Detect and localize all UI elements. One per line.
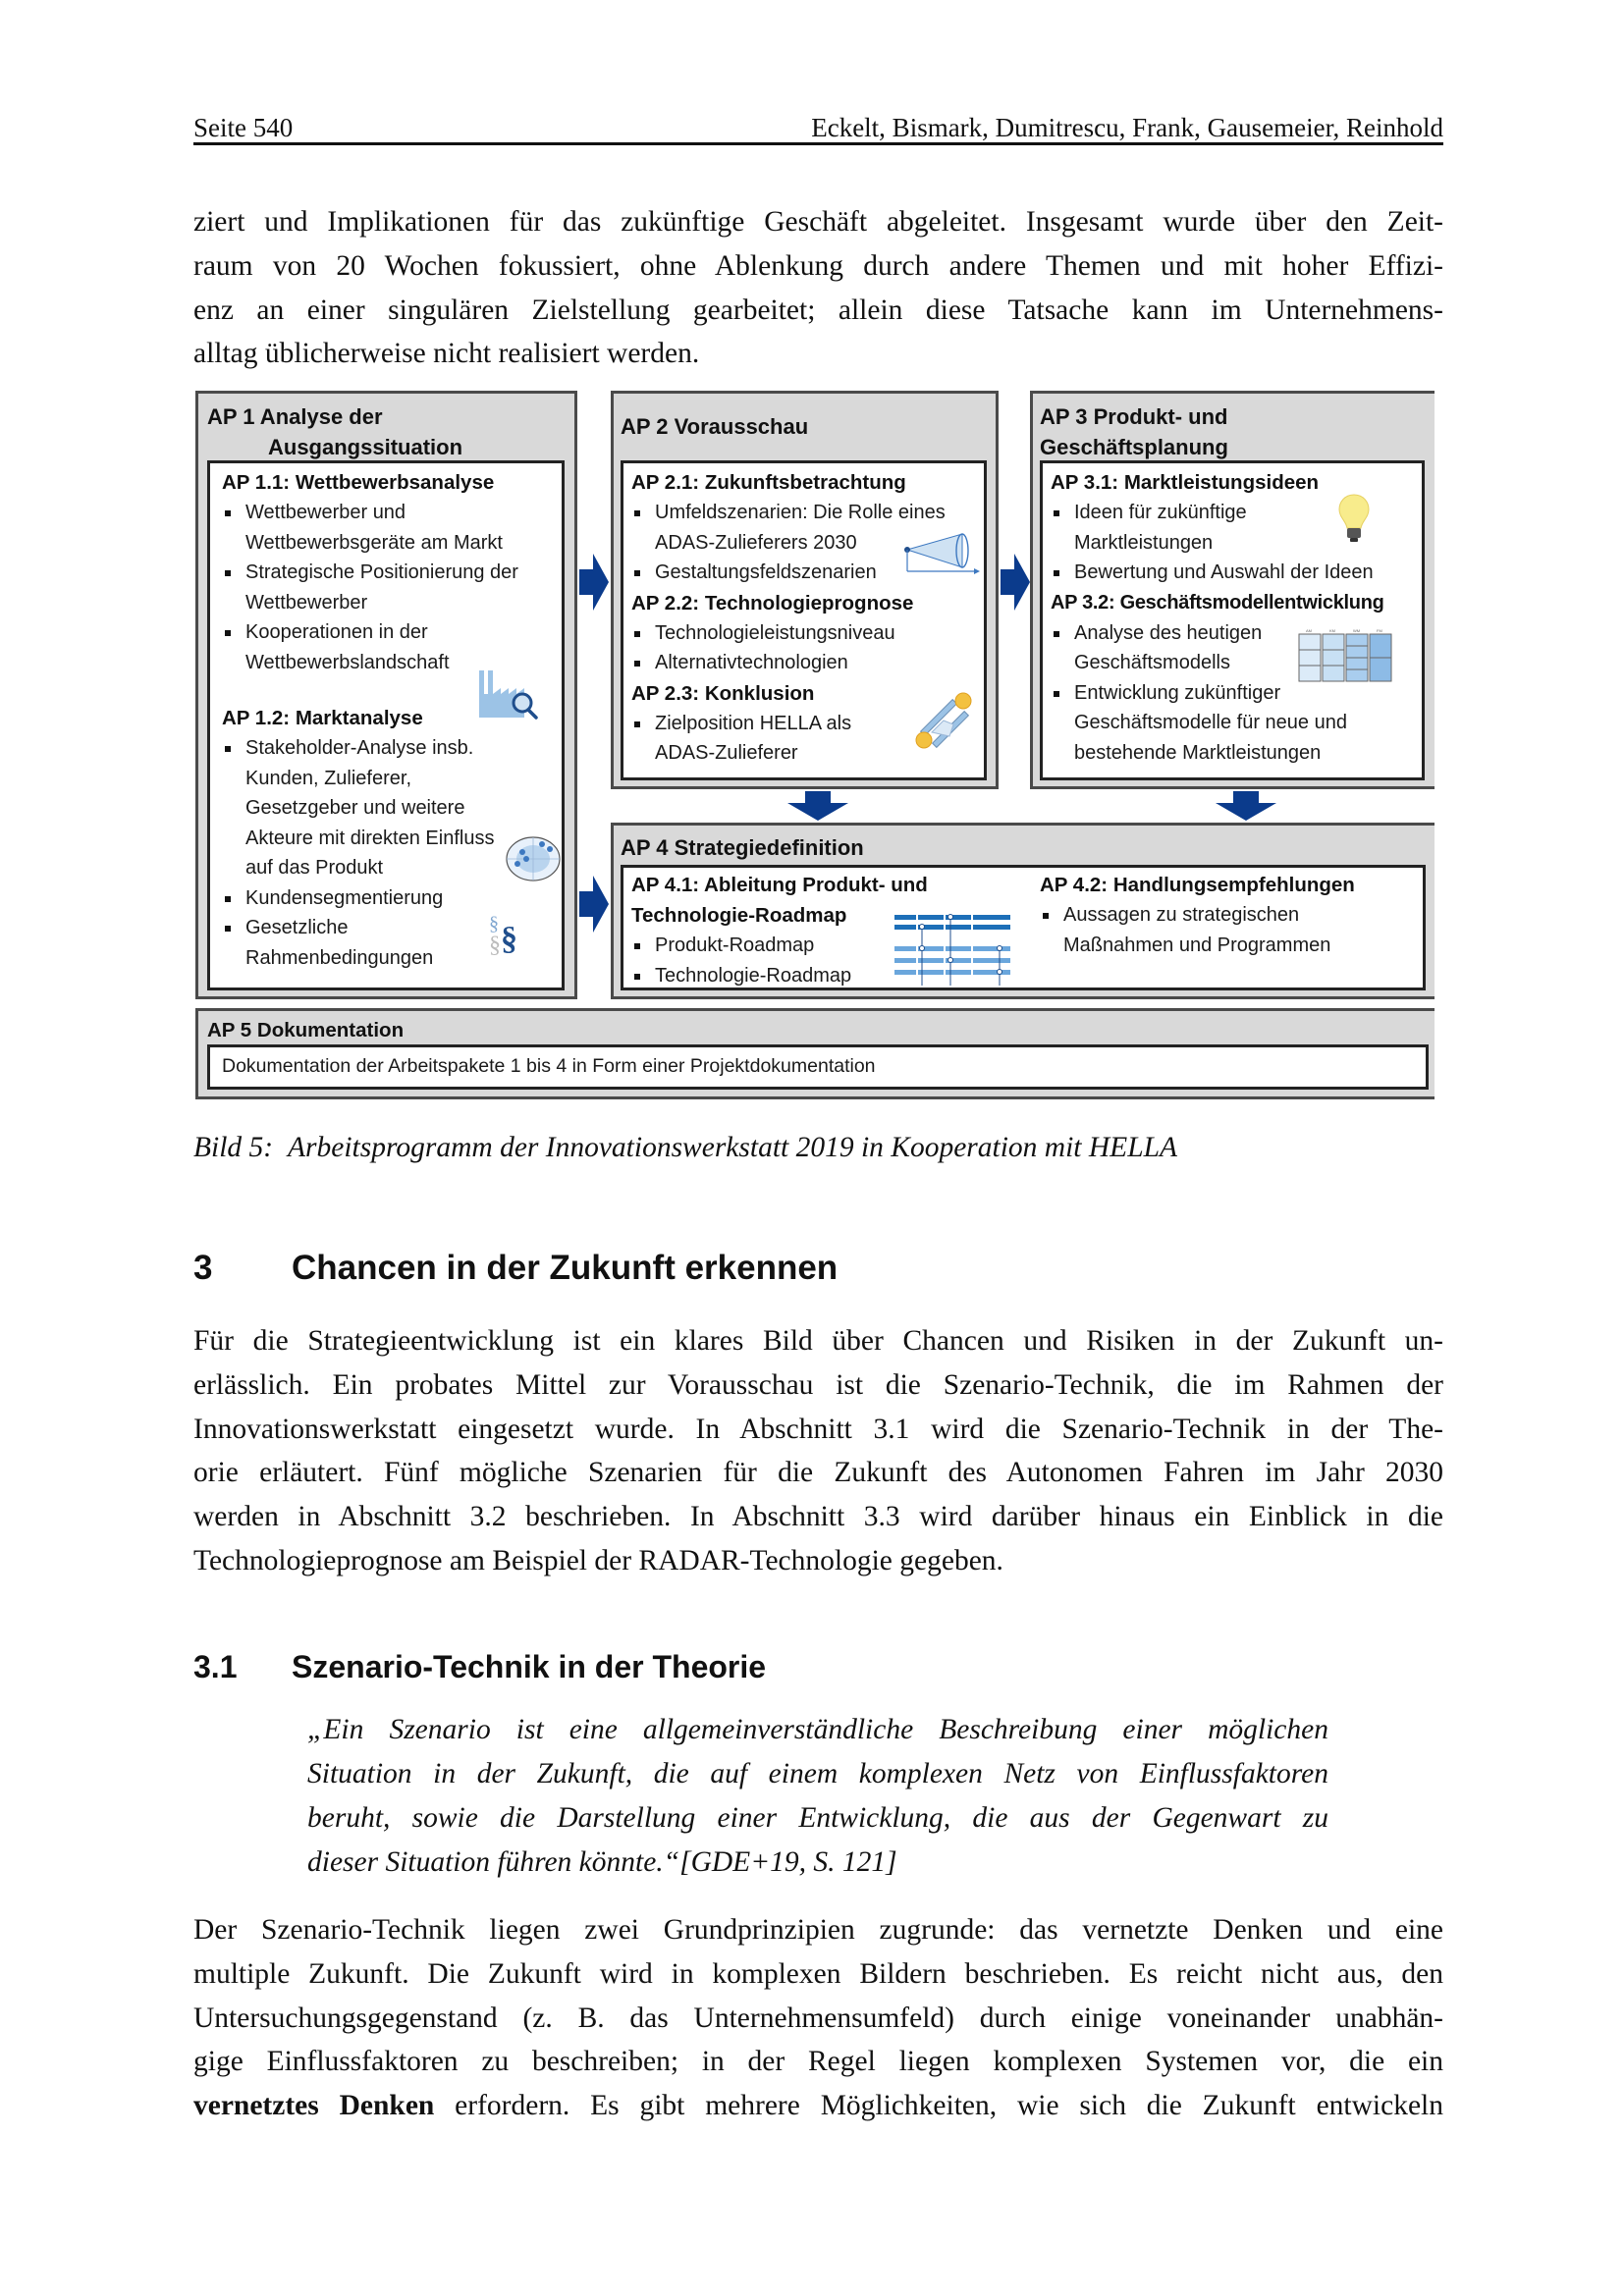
text-line: ziert und Implikationen für das zukünftige Geschäft abgeleitet. Insgesamt wurde über den Zeit-: [193, 206, 1443, 238]
ap3-title-line2: Geschäftsplanung: [1040, 435, 1228, 459]
ap3-2-title: AP 3.2: Geschäftsmodellentwicklung: [1051, 591, 1384, 614]
caption-text: Arbeitsprogramm der Innovationswerkstatt 2019 in Kooperation mit HELLA: [288, 1132, 1178, 1163]
quote-line: beruht, sowie die Darstellung einer Entwicklung, die aus der Gegenwart zu: [307, 1802, 1328, 1834]
text-line: Innovationswerkstatt eingesetzt wurde. In Abschnitt 3.1 wird die Szenario-Technik in der The-: [193, 1413, 1443, 1445]
subsection-title: Szenario-Technik in der Theorie: [292, 1649, 767, 1684]
list-item: Umfeldszenarien: Die Rolle eines ADAS-Zulieferers 2030: [631, 498, 946, 558]
list-item: Analyse des heutigen Geschäftsmodells: [1051, 618, 1384, 678]
text-line: Für die Strategieentwicklung ist ein klares Bild über Chancen und Risiken in der Zukunft un-: [193, 1325, 1443, 1357]
text-line: enz an einer singulären Zielstellung gearbeitet; allein diese Tatsache kann im Unternehmens-: [193, 294, 1443, 326]
arrow-right-icon: [1001, 554, 1030, 611]
running-header: [193, 110, 1443, 143]
ap4-box: [611, 823, 1435, 999]
arrow-right-icon: [579, 876, 609, 933]
scenario-funnel-icon: [903, 532, 982, 575]
text-line: raum von 20 Wochen fokussiert, ohne Ablenkung durch andere Themen und mit hoher Effizi-: [193, 249, 1443, 282]
figure-caption: [193, 1132, 1177, 1164]
technology-link-icon: [910, 687, 977, 754]
ap1-title-line1: AP 1 Analyse der: [207, 404, 383, 429]
text-line: erlässlich. Ein probates Mittel zur Vorausschau ist die Szenario-Technik, die im Rahmen der: [193, 1368, 1443, 1401]
ap5-box: [195, 1008, 1435, 1099]
ap2-box: [611, 391, 999, 789]
ap2-3-list: [631, 709, 946, 769]
arrow-down-icon: [1216, 791, 1276, 821]
ap1-2-list: [222, 733, 518, 973]
quote-line: dieser Situation führen könnte.“[GDE+19, S. 121]: [307, 1846, 897, 1878]
text-line: alltag üblicherweise nicht realisiert werden.: [193, 338, 700, 370]
ap2-1-title: AP 2.1: Zukunftsbetrachtung: [631, 471, 906, 494]
lightbulb-icon: [1337, 493, 1371, 544]
section-title: Chancen in der Zukunft erkennen: [292, 1249, 839, 1287]
text-line: multiple Zukunft. Die Zukunft wird in komplexen Bildern beschrieben. Es reicht nicht aus, den: [193, 1957, 1443, 1990]
list-item: Strategische Positionierung der Wettbewerber: [222, 558, 518, 617]
ap3-title-line1: AP 3 Produkt- und: [1040, 404, 1228, 429]
work-program-figure: [195, 391, 1433, 1099]
ap3-1-title: AP 3.1: Marktleistungsideen: [1051, 471, 1320, 494]
section3-1-paragraph: [193, 1908, 1443, 2128]
list-item: Bewertung und Auswahl der Ideen: [1051, 558, 1384, 588]
ap1-box: [195, 391, 577, 999]
list-item: Zielposition HELLA als ADAS-Zulieferer: [631, 709, 946, 769]
factory-magnifier-icon: [477, 665, 542, 720]
ap3-box: [1030, 391, 1435, 789]
roadmap-icon: [894, 911, 1010, 986]
ap1-2-title: AP 1.2: Marktanalyse: [222, 707, 423, 729]
svg-text:WM: WM: [1353, 628, 1361, 633]
list-item: Stakeholder-Analyse insb. Kunden, Zulieferer, Gesetzgeber und weitere Akteure mit direkten Einfluss auf das Produkt: [222, 733, 518, 883]
list-item: Gestaltungsfeldszenarien: [631, 558, 946, 588]
text-line: Technologieprognose am Beispiel der RADAR-Technologie gegeben.: [193, 1544, 1003, 1576]
ap2-title: AP 2 Vorausschau: [621, 414, 809, 439]
list-item: Produkt-Roadmap: [631, 931, 928, 961]
ap1-1-list: [222, 498, 518, 677]
ap4-1-list: [631, 931, 928, 990]
list-item: Kooperationen in der Wettbewerbslandschaft: [222, 617, 518, 677]
ap2-2-title: AP 2.2: Technologieprognose: [631, 591, 914, 614]
caption-label: Bild 5:: [193, 1132, 274, 1163]
ap3-1-list: [1051, 498, 1384, 588]
ap2-1-list: [631, 498, 946, 588]
ap4-1-title-line1: AP 4.1: Ableitung Produkt- und: [631, 874, 928, 896]
ap4-2-title: AP 4.2: Handlungsempfehlungen: [1040, 874, 1355, 896]
list-item: Aussagen zu strategischen Maßnahmen und Programmen: [1040, 900, 1355, 960]
text-line: Untersuchungsgegenstand (z. B. das Unternehmensumfeld) durch einige voneinander unabhän-: [193, 2002, 1443, 2034]
quote-line: „Ein Szenario ist eine allgemeinverständliche Beschreibung einer möglichen: [307, 1714, 1328, 1745]
subsection-number: 3.1: [193, 1649, 238, 1684]
list-item: Alternativtechnologien: [631, 648, 946, 678]
list-item: Ideen für zukünftige Marktleistungen: [1051, 498, 1384, 558]
ap2-inner-box: [621, 460, 987, 780]
ap5-inner-box: [207, 1044, 1429, 1090]
ap1-inner-box: [207, 460, 565, 990]
ap4-inner-box: [621, 865, 1426, 990]
intro-paragraph: [193, 200, 1443, 376]
svg-text:FM: FM: [1377, 628, 1382, 633]
ap5-title: AP 5 Dokumentation: [207, 1019, 405, 1041]
list-item: Gesetzliche Rahmenbedingungen: [222, 913, 518, 973]
ap1-1-title: AP 1.1: Wettbewerbsanalyse: [222, 471, 495, 494]
list-item: Kundensegmentierung: [222, 883, 518, 914]
page-number: Seite 540: [193, 113, 294, 142]
ap4-title: AP 4 Strategiedefinition: [621, 835, 864, 860]
header-authors: Eckelt, Bismark, Dumitrescu, Frank, Gausemeier, Reinhold: [811, 113, 1443, 142]
text-line: orie erläutert. Fünf mögliche Szenarien für die Zukunft des Autonomen Fahren im Jahr 2030: [193, 1457, 1443, 1489]
grid-label-am: AM: [1306, 628, 1312, 633]
section-number: 3: [193, 1249, 213, 1287]
business-model-grid-icon: [1298, 628, 1392, 683]
list-item: Entwicklung zukünftiger Geschäftsmodelle für neue und bestehende Marktleistungen: [1051, 678, 1384, 769]
text-line: gige Einflussfaktoren zu beschreiben; in der Regel liegen komplexen Systemen vor, die ein: [193, 2046, 1443, 2078]
ap3-inner-box: [1040, 460, 1425, 780]
svg-text:KM: KM: [1329, 628, 1335, 633]
list-item: Technologie-Roadmap: [631, 961, 928, 991]
arrow-right-icon: [579, 554, 609, 611]
ap2-2-list: [631, 618, 946, 678]
arrow-down-icon: [787, 791, 848, 821]
quote-line: Situation in der Zukunft, die auf einem komplexen Netz von Einflussfaktoren: [307, 1758, 1328, 1789]
text-line: werden in Abschnitt 3.2 beschrieben. In Abschnitt 3.3 wird darüber hinaus ein Einblick in die: [193, 1501, 1443, 1533]
section-heading: [193, 1249, 838, 1288]
ap5-text: Dokumentation der Arbeitspakete 1 bis 4 in Form einer Projektdokumentation: [222, 1055, 876, 1077]
section3-paragraph: [193, 1319, 1443, 1583]
ap2-3-title: AP 2.3: Konklusion: [631, 681, 815, 705]
ap4-2-list: [1040, 900, 1355, 960]
header-rule: [193, 142, 1443, 145]
bold-term: vernetztes Denken: [193, 2090, 435, 2122]
text-line: Der Szenario-Technik liegen zwei Grundprinzipien zugrunde: das vernetzte Denken und eine: [193, 1914, 1443, 1946]
block-quote: [307, 1708, 1328, 1885]
list-item: Technologieleistungsniveau: [631, 618, 946, 649]
paragraph-law-icon: § § §: [489, 913, 517, 958]
ap4-1-title-line2: Technologie-Roadmap: [631, 904, 847, 927]
text-line: vernetztes Denken erfordern. Es gibt mehrere Möglichkeiten, wie sich die Zukunft entwickeln: [193, 2090, 1443, 2122]
stakeholder-target-icon: [505, 834, 562, 883]
subsection-heading: [193, 1649, 766, 1685]
ap1-title-line2: Ausgangssituation: [268, 435, 463, 459]
list-item: Wettbewerber und Wettbewerbsgeräte am Markt: [222, 498, 518, 558]
